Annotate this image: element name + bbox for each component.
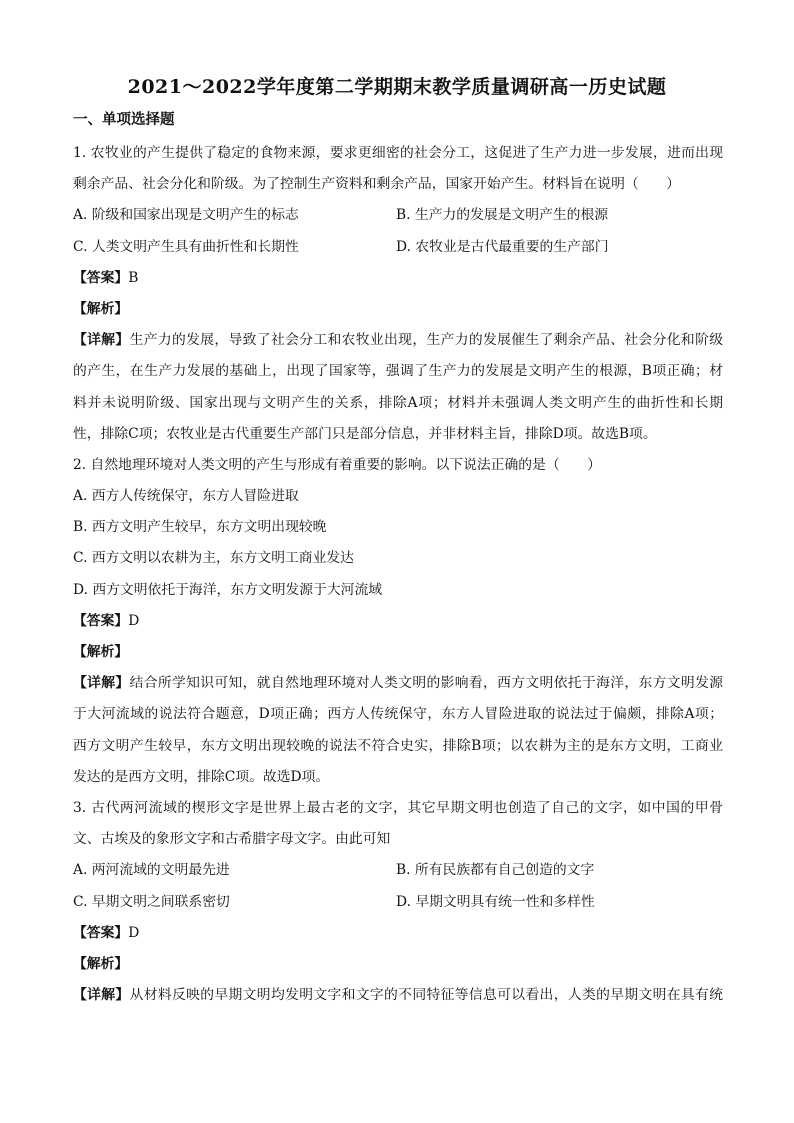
q3-options-row-2 [73, 887, 723, 918]
detail-text: 生产力的发展，导致了社会分工和农牧业出现，生产力的发展催生了剩余产品、社会分化和阶级 [129, 332, 724, 349]
q3-option-a: A. 两河流域的文明最先进 [73, 862, 230, 879]
detail-label: 【详解】 [73, 675, 130, 692]
answer-value: D [128, 924, 140, 941]
q2-detail-line-4: 发达的是西方文明，排除C项。故选D项。 [73, 768, 330, 785]
q2-detail-line-1 [73, 668, 723, 699]
q3-option-c: C. 早期文明之间联系密切 [73, 893, 230, 910]
q3-analysis-label: 【解析】 [73, 955, 129, 972]
q1-option-c: C. 人类文明产生具有曲折性和长期性 [73, 238, 299, 255]
q1-answer [73, 263, 723, 294]
q1-option-d: D. 农牧业是古代最重要的生产部门 [396, 238, 609, 255]
q1-stem-line-1: 1. 农牧业的产生提供了稳定的食物来源，要求更细密的社会分工，这促进了生产力进一步发展，进而出现 [73, 145, 723, 161]
q1-options-row-2 [73, 232, 723, 263]
q2-detail-line-2: 于大河流域的说法符合题意，D项正确；西方人传统保守，东方人冒险进取的说法过于偏颇，排除A项； [73, 706, 723, 723]
answer-value: D [128, 612, 140, 629]
q3-options-row-1 [73, 855, 723, 886]
q3-detail-line-1 [73, 980, 723, 1011]
q2-option-c: C. 西方文明以农耕为主，东方文明工商业发达 [73, 550, 354, 567]
q1-detail-line-1 [73, 325, 723, 356]
q2-detail-line-3: 西方文明产生较早，东方文明出现较晚的说法不符合史实，排除B项；以农耕为主的是东方文明，工商业 [73, 737, 723, 754]
q1-analysis-label: 【解析】 [73, 300, 129, 317]
q2-answer [73, 606, 723, 637]
answer-value: B [128, 269, 139, 286]
section-heading: 一、单项选择题 [73, 111, 175, 128]
q2-option-a: A. 西方人传统保守，东方人冒险进取 [73, 488, 299, 505]
detail-label: 【详解】 [73, 987, 130, 1004]
q3-answer [73, 918, 723, 949]
q3-option-b: B. 所有民族都有自己创造的文字 [396, 862, 595, 879]
q3-stem-line-1: 3. 古代两河流域的楔形文字是世界上最古老的文字，其它早期文明也创造了自己的文字，如中国的甲骨 [73, 799, 723, 816]
q1-option-a: A. 阶级和国家出现是文明产生的标志 [73, 207, 299, 224]
q2-analysis-label: 【解析】 [73, 644, 129, 660]
detail-text: 从材料反映的早期文明均发明文字和文字的不同特征等信息可以看出，人类的早期文明在具有统 [129, 987, 724, 1004]
q1-stem-line-2: 剩余产品、社会分化和阶级。为了控制生产资料和剩余产品，国家开始产生。材料旨在说明（ ） [73, 176, 681, 193]
q3-stem-line-2: 文、古埃及的象形文字和古希腊字母文字。由此可知 [73, 831, 391, 848]
q1-detail-line-3: 料并未说明阶级、国家出现与文明产生的关系，排除A项；材料并未强调人类文明产生的曲折性和长期 [73, 394, 723, 411]
q2-option-d: D. 西方文明依托于海洋，东方文明发源于大河流域 [73, 581, 383, 598]
detail-label: 【详解】 [73, 332, 130, 349]
q1-detail-line-4: 性，排除C项；农牧业是古代重要生产部门只是部分信息，并非材料主旨，排除D项。故选B项。 [73, 425, 657, 442]
document-body [73, 138, 723, 1011]
page-title: 2021～2022学年度第二学期期末教学质量调研高一历史试题 [127, 76, 667, 98]
q1-options-row-1 [73, 200, 723, 231]
q1-detail-line-2: 的产生，在生产力发展的基础上，出现了国家等，强调了生产力的发展是文明产生的根源，B项正确；材 [73, 363, 723, 380]
answer-label: 【答案】 [73, 924, 129, 941]
q2-option-b: B. 西方文明产生较早，东方文明出现较晚 [73, 519, 327, 536]
q3-option-d: D. 早期文明具有统一性和多样性 [396, 893, 595, 910]
q2-stem: 2. 自然地理环境对人类文明的产生与形成有着重要的影响。以下说法正确的是（ ） [73, 456, 602, 473]
detail-text: 结合所学知识可知，就自然地理环境对人类文明的影响看，西方文明依托于海洋，东方文明发源 [129, 675, 724, 692]
q1-option-b: B. 生产力的发展是文明产生的根源 [396, 207, 609, 224]
answer-label: 【答案】 [73, 612, 129, 629]
answer-label: 【答案】 [73, 269, 129, 286]
